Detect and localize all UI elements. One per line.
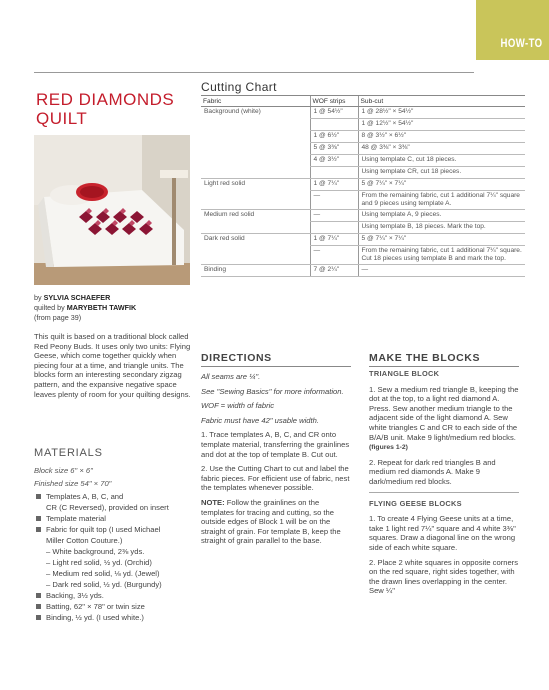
materials-item: Backing, 3½ yds. — [34, 590, 209, 601]
cell-strips: 7 @ 2¼" — [310, 265, 358, 277]
cutting-chart-heading: Cutting Chart — [201, 80, 277, 94]
triangle-step-1-fig: (figures 1-2) — [369, 444, 408, 452]
table-row — [201, 167, 525, 179]
cell-subcut: Using template C, cut 18 pieces. — [358, 155, 525, 167]
directions-fabric-width: Fabric must have 42" usable width. — [201, 415, 319, 425]
cell-subcut: 8 @ 3½" × 6½" — [358, 131, 525, 143]
directions-step-1: 1. Trace templates A, B, C, and CR onto template material, transferring the grainlines and dot at the top of template B. Cut out. — [201, 430, 350, 459]
materials-item: CR (C Reversed), provided on insert — [46, 503, 169, 512]
cell-strips: 1 @ 7¼" — [310, 234, 358, 246]
top-rule — [34, 72, 474, 73]
cell-subcut: From the remaining fabric, cut 1 additional 7¼" square. Cut 18 pieces using template B and mark the top. — [358, 246, 525, 265]
cell-strips — [310, 222, 358, 234]
materials-item: Batting, 62" × 78" or twin size — [34, 601, 209, 612]
designer-line — [34, 293, 136, 303]
geese-rule — [369, 492, 519, 493]
cell-subcut: 5 @ 7¼" × 7¼" — [358, 234, 525, 246]
triangle-step-1-text: 1. Sew a medium red triangle B, keeping the dot at the top, to a light red diamond A. Press. Sew another medium triangle to the adjacent side of the light diamond A. Sew white triangles C and CR to each side of the B/A/B unit. Make 9 light/medium red blocks. — [369, 384, 519, 442]
cell-subcut: 1 @ 12½" × 54½" — [358, 119, 525, 131]
column-header-wof: WOF strips — [310, 96, 358, 107]
note-text: Follow the grainlines on the templates for tracing and cutting, so the outside edges of Block 1 will be on the straight of grain. For template B, keep the straight of grain parallel to the base. — [201, 497, 341, 546]
quilted-prefix: quilted by — [34, 303, 67, 312]
directions-wof: WOF = width of fabric — [201, 401, 275, 411]
materials-item: – White background, 2⅜ yds. — [46, 547, 145, 556]
cell-subcut: 5 @ 7¼" × 7¼" — [358, 179, 525, 191]
from-page: (from page 39) — [34, 313, 82, 322]
cell-subcut: Using template A, 9 pieces. — [358, 210, 525, 222]
geese-step-2: 2. Place 2 white squares in opposite corners on the red square, right sides together, with the drawn lines overlapping in the center. Sew ¼" — [369, 557, 519, 596]
quilter-line — [34, 303, 136, 313]
table-row — [201, 265, 525, 277]
cell-fabric — [201, 191, 310, 210]
howto-tab — [476, 0, 549, 60]
cell-strips: — — [310, 191, 358, 210]
table-row — [201, 191, 525, 210]
quilt-photo-illustration — [34, 135, 190, 285]
designer-name: SYLVIA SCHAEFER — [43, 293, 111, 302]
table-row — [201, 155, 525, 167]
materials-list — [34, 491, 209, 623]
table-row — [201, 246, 525, 265]
make-blocks-column — [369, 369, 519, 601]
table-row — [201, 143, 525, 155]
cell-strips — [310, 167, 358, 179]
directions-seams: All seams are ¼". — [201, 372, 261, 381]
cell-fabric: Background (white) — [204, 108, 261, 115]
cell-subcut: From the remaining fabric, cut 1 additional 7¼" square and 9 pieces using template A. — [358, 191, 525, 210]
cell-fabric: Dark red solid — [204, 235, 245, 242]
materials-item: Binding, ½ yd. (I used white.) — [34, 612, 209, 623]
cutting-chart-header-row — [201, 96, 525, 107]
howto-label: HOW-TO — [500, 36, 543, 50]
column-header-fabric: Fabric — [201, 96, 310, 107]
cell-strips: — — [310, 210, 358, 222]
cell-strips: 4 @ 3½" — [310, 155, 358, 167]
cell-fabric — [201, 131, 310, 143]
directions-note — [201, 498, 351, 546]
note-label: NOTE: — [201, 497, 225, 507]
cell-fabric — [201, 143, 310, 155]
materials-item: – Light red solid, ½ yd. (Orchid) — [46, 558, 152, 567]
directions-step-2: 2. Use the Cutting Chart to cut and label the fabric pieces. For efficient use of fabric, nest the templates whenever possible. — [201, 464, 350, 493]
quilt-photo — [34, 135, 190, 285]
make-blocks-rule — [369, 366, 519, 367]
cell-fabric: Medium red solid — [204, 211, 255, 218]
table-row — [201, 234, 525, 246]
title-line1: RED DIAMONDS — [36, 90, 175, 109]
directions-rule — [201, 366, 351, 367]
table-row — [201, 119, 525, 131]
table-row — [201, 222, 525, 234]
cell-strips: 1 @ 54½" — [310, 107, 358, 119]
flying-geese-heading: FLYING GEESE BLOCKS — [369, 498, 462, 508]
by-prefix: by — [34, 293, 44, 302]
page-title — [36, 90, 186, 128]
triangle-block-heading: TRIANGLE BLOCK — [369, 369, 440, 378]
finished-size: Finished size 54" × 70" — [34, 479, 112, 488]
table-row — [201, 131, 525, 143]
cell-strips: — — [310, 246, 358, 265]
materials-item: Templates A, B, C, and — [34, 491, 209, 502]
title-line2: QUILT — [36, 109, 88, 128]
byline — [34, 293, 136, 323]
directions-heading: DIRECTIONS — [201, 352, 272, 364]
cell-subcut: 48 @ 3⅜" × 3⅜" — [358, 143, 525, 155]
cell-strips — [310, 119, 358, 131]
cell-strips: 1 @ 7¼" — [310, 179, 358, 191]
cell-subcut: Using template B, 18 pieces. Mark the top. — [358, 222, 525, 234]
materials-item: Template material — [34, 513, 209, 524]
cell-fabric — [201, 119, 310, 131]
cutting-chart-table — [201, 95, 525, 277]
cell-fabric: Binding — [201, 265, 310, 277]
cell-subcut: Using template CR, cut 18 pieces. — [358, 167, 525, 179]
cell-fabric: Light red solid — [204, 180, 246, 187]
directions-see-basics: See "Sewing Basics" for more information. — [201, 386, 344, 396]
table-row — [201, 210, 525, 222]
cell-subcut: 1 @ 28½" × 54½" — [358, 107, 525, 119]
cell-strips: 5 @ 3⅜" — [310, 143, 358, 155]
cell-strips: 1 @ 6½" — [310, 131, 358, 143]
directions-column — [201, 372, 351, 551]
intro-paragraph: This quilt is based on a traditional block called Red Peony Buds. It uses only two units: Flying Geese, which come together quickly when piecing four at a time, and triangle units. The blocks form an interesting secondary zigzag pattern, and the expansive negative space leaves plenty of room for your quilting designs. — [34, 332, 191, 399]
cell-fabric — [201, 222, 310, 234]
quilter-name: MARYBETH TAWFIK — [66, 303, 137, 312]
triangle-step-1 — [369, 385, 519, 453]
materials-heading: MATERIALS — [34, 447, 103, 459]
cell-subcut: — — [358, 265, 525, 277]
triangle-step-2: 2. Repeat for dark red triangles B and medium red diamonds A. Make 9 dark/medium red blocks. — [369, 457, 496, 486]
materials-item: – Dark red solid, ½ yd. (Burgundy) — [46, 580, 162, 589]
table-row — [201, 107, 525, 119]
materials-item: – Medium red solid, ⅛ yd. (Jewel) — [46, 569, 160, 578]
make-blocks-heading: MAKE THE BLOCKS — [369, 352, 481, 364]
materials-item: Fabric for quilt top (I used Michael — [34, 524, 209, 535]
geese-step-1: 1. To create 4 Flying Geese units at a time, take 1 light red 7¼" square and 4 white 3⅜" squares. Draw a diagonal line on the wrong side of each white square. — [369, 514, 516, 552]
cell-fabric — [201, 246, 310, 265]
materials-item: Miller Cotton Couture.) — [46, 536, 123, 545]
cell-fabric — [201, 167, 310, 179]
column-header-subcut: Sub-cut — [358, 96, 525, 107]
block-size: Block size 6" × 6" — [34, 466, 93, 475]
cell-fabric — [201, 155, 310, 167]
table-row — [201, 179, 525, 191]
